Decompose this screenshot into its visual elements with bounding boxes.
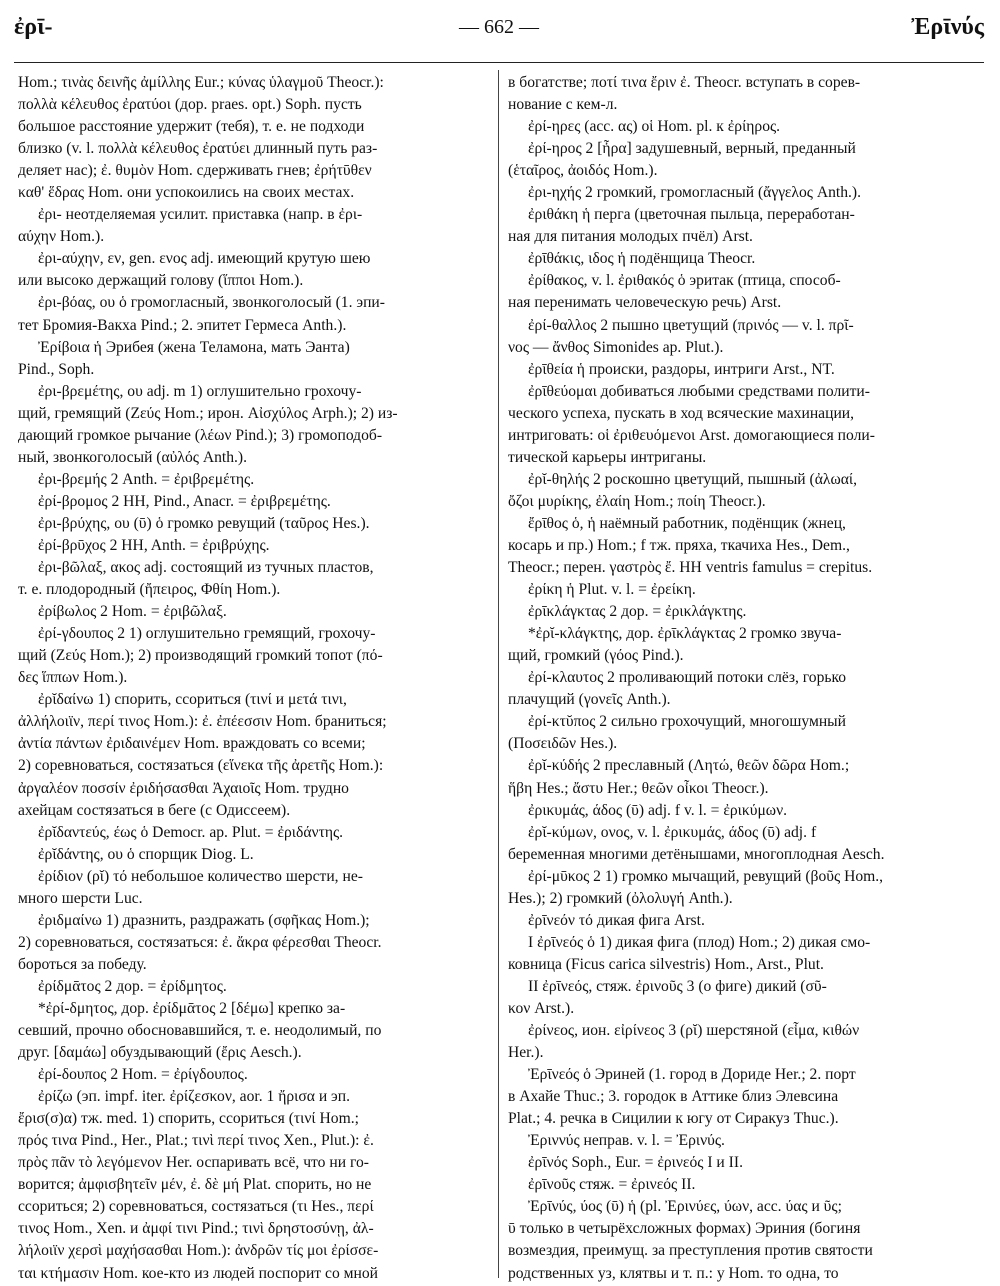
entry-line: ная для питания молодых пчёл) Arst. — [508, 228, 753, 246]
dictionary-entry — [508, 1130, 978, 1152]
entry-line: ἐρῑθάκις, ιδος ἡ подёнщица Theocr. — [528, 250, 756, 268]
dictionary-entry — [508, 1196, 978, 1284]
entry-line: Ἐρῑνύς, ύος (ῡ) ἡ (pl. Ἐρινύες, ύων, acc. ύας и ῦς; — [528, 1198, 842, 1216]
entry-line: ворится; ἀμφισβητεῖν μέν, ἐ. δὲ μή Plat. спорить, но не — [18, 1176, 372, 1194]
dictionary-entry — [508, 1174, 978, 1196]
header-rule — [14, 62, 984, 63]
dictionary-entry — [508, 116, 978, 138]
entry-line: ἐρίκη ἡ Plut. v. l. = ἐρείκη. — [528, 581, 696, 599]
dictionary-entry — [508, 579, 978, 601]
dictionary-entry — [18, 513, 488, 535]
dictionary-entry — [508, 623, 978, 667]
entry-line: тической карьеры интриганы. — [508, 448, 707, 466]
entry-line: *ἐρί-δμητος, дор. ἐρίδμᾱτος 2 [δέμω] крепко за- — [38, 999, 346, 1017]
dictionary-entry — [508, 910, 978, 932]
entry-line: ἐρῑνός Soph., Eur. = ἐρινεός I и II. — [528, 1154, 743, 1172]
entry-line: ἐρί-κλαυτος 2 проливающий потоки слёз, горько — [528, 669, 847, 687]
page-number: — 662 — — [459, 16, 539, 38]
dictionary-entry — [508, 248, 978, 270]
dictionary-entry — [18, 292, 488, 336]
entry-line: ческого успеха, пускать в ход всяческие махинации, — [508, 404, 855, 422]
dictionary-entry — [508, 182, 978, 204]
entry-line: ἐρί-ηρες (acc. ας) οἱ Hom. pl. к ἐρίηρος. — [528, 118, 781, 136]
entry-line: ἐρίνεος, ион. εἰρίνεος 3 (ρῐ) шерстяной (εἷμα, κιθών — [528, 1022, 860, 1040]
entry-line: ἔρισ(σ)α) тж. med. 1) спорить, ссориться (τινί Hom.; — [18, 1110, 359, 1128]
entry-line: Ἐριννύς неправ. v. l. = Ἐρινύς. — [528, 1132, 725, 1150]
dictionary-entry — [508, 866, 978, 910]
entry-line: ἔρῑθος ὁ, ἡ наёмный работник, подёнщик (жнец, — [528, 514, 846, 532]
entry-line: тет Бромия-Вакха Pind.; 2. эпитет Гермеса Anth.). — [18, 316, 347, 334]
dictionary-entry — [508, 270, 978, 314]
dictionary-entry — [508, 601, 978, 623]
entry-line: дающий громкое рычание (λέων Pind.); 3) громоподоб- — [18, 426, 383, 444]
entry-line: бороться за победу. — [18, 955, 147, 973]
dictionary-entry — [18, 204, 488, 248]
entry-line: ἐρι-βρύχης, ου (ῡ) ὁ громко ревущий (ταῦρος Hes.). — [38, 514, 370, 532]
entry-line: Ἐρῑνεός ὁ Эриней (1. город в Дориде Her.; 2. порт — [528, 1066, 856, 1084]
entry-line: ἐρι-αύχην, εν, gen. ενος adj. имеющий крутую шею — [38, 250, 371, 268]
entry-line: αύχην Hom.). — [18, 228, 105, 246]
entry-line: щий, гремящий (Ζεύς Hom.; ирон. Αἰσχύλος Arph.); 2) из- — [18, 404, 398, 422]
entry-line: севший, прочно обосновавшийся, т. е. неодолимый, по — [18, 1022, 382, 1040]
dictionary-entry — [18, 998, 488, 1064]
entry-line: ἐρι-ηχής 2 громкий, громогласный (ἄγγελος Anth.). — [528, 184, 862, 202]
dictionary-entry — [508, 1152, 978, 1174]
entry-line: (Ποσειδῶν Hes.). — [508, 735, 618, 753]
entry-line: ὄζοι μυρίκης, ἐλαίη Hom.; ποίη Theocr.). — [508, 492, 766, 510]
entry-line: в богатстве; ποτί τινα ἔριν ἐ. Theocr. вступать в сорев- — [508, 74, 861, 91]
entry-line: ἐρῐδάντης, ου ὁ спорщик Diog. L. — [38, 845, 254, 863]
entry-line: ἥβη Hes.; ἄστυ Her.; θεῶν οἶκοι Theocr.). — [508, 779, 769, 797]
entry-line: ἐρῑθεύομαι добиваться любыми средствами полити- — [528, 382, 870, 400]
entry-line: νος — ἄνθος Simonides ap. Plut.). — [508, 338, 724, 356]
entry-line: Plat.; 4. речка в Сицилии к югу от Сиракуз Thuc.). — [508, 1110, 839, 1128]
dictionary-entry — [508, 138, 978, 182]
entry-line: Theocr.; перен. γαστρὸς ἔ. HH ventris famulus = crepitus. — [508, 559, 873, 577]
entry-line: ἐρί-βρομος 2 HH, Pind., Anacr. = ἐριβρεμέτης. — [38, 492, 331, 510]
entry-line: т. е. плодородный (ἤπειρος, Φθίη Hom.). — [18, 581, 281, 599]
dictionary-entry — [18, 381, 488, 469]
dictionary-entry — [508, 381, 978, 469]
dictionary-entry — [18, 844, 488, 866]
dictionary-entry — [508, 72, 978, 116]
entry-line: 2) соревноваться, состязаться (εἵνεκα τῆς ἀρετῆς Hom.): — [18, 757, 384, 775]
dictionary-entry — [18, 689, 488, 821]
entry-line: интриговать: οἱ ἐριθευόμενοι Arst. домогающиеся поли- — [508, 426, 875, 444]
entry-line: II ἐρῑνεός, стяж. ἐρινοῦς 3 (о фиге) дикий (σῦ- — [528, 977, 827, 995]
entry-line: в Ахайе Thuc.; 3. городок в Аттике близ Элевсина — [508, 1088, 839, 1106]
entry-line: ἀλλήλοιϊν, περί τινος Hom.): ἐ. ἐπέεσσιν Hom. браниться; — [18, 713, 387, 731]
column-divider — [498, 70, 499, 1278]
entry-line: ἐρίδιον (ρῐ) τό небольшое количество шерсти, не- — [38, 867, 363, 885]
dictionary-entry — [18, 1086, 488, 1284]
dictionary-entry — [508, 755, 978, 799]
entry-line: ἐρί-μῡκος 2 1) громко мычащий, ревущий (βοῦς Hom., — [528, 867, 884, 885]
entry-line: πρός τινα Pind., Her., Plat.; τινὶ περί τινος Xen., Plut.): ἐ. — [18, 1132, 374, 1150]
dictionary-entry — [508, 667, 978, 711]
left-column — [18, 72, 488, 1285]
dictionary-entry — [18, 1064, 488, 1086]
entry-line: 2) соревноваться, состязаться: ἐ. ἄκρα φέρεσθαι Theocr. — [18, 933, 382, 951]
entry-line: πρὸς πᾶν τὸ λεγόμενον Her. оспаривать всё, что ни го- — [18, 1154, 369, 1172]
entry-line: близко (v. l. πολλὰ κέλευθος ἐρατύει длинный путь раз- — [18, 140, 378, 158]
entry-line: (ἑταῖρος, ἀοιδός Hom.). — [508, 162, 658, 180]
entry-line: ἐρῐ-κύμων, ονος, v. l. ἐρικυμάς, άδος (ῡ) adj. f — [528, 823, 817, 841]
entry-line: ἐριδμαίνω 1) дразнить, раздражать (σφῆκας Hom.); — [38, 911, 370, 929]
entry-line: Hom.; τινὰς δεινῆς ἀμίλλης Eur.; κύνας ὑλαγμοῦ Theocr.): — [18, 74, 384, 91]
entry-line: ται κτήμασιν Hom. кое-кто из людей поспорит со мной — [18, 1264, 378, 1282]
entry-line: ῡ только в четырёхсложных формах) Эриния (богиня — [508, 1220, 861, 1238]
dictionary-entry — [18, 557, 488, 601]
dictionary-entry — [508, 932, 978, 976]
entry-line: нование с кем-л. — [508, 96, 618, 114]
entry-line: ἀργαλέον ποσσίν ἐριδήσασθαι Ἀχαιοῖς Hom. трудно — [18, 779, 349, 797]
dictionary-entry — [18, 337, 488, 381]
entry-line: ἐρίζω (эп. impf. iter. ἐρίζεσκον, aor. 1 ἤρισα и эп. — [38, 1088, 350, 1106]
entry-line: ἐρί-ηρος 2 [ἦρα] задушевный, верный, преданный — [528, 140, 856, 158]
entry-line: καθ' ἕδρας Hom. они успокоились на своих местах. — [18, 184, 355, 202]
entry-line: ἐρι- неотделяемая усилит. приставка (напр. в ἐρι- — [38, 206, 363, 224]
entry-line: ἐρί-βρῡχος 2 HH, Anth. = ἐριβρύχης. — [38, 536, 270, 554]
entry-line: ἐρῐ-θηλής 2 роскошно цветущий, пышный (ἀλωαί, — [528, 470, 858, 488]
entry-line: косарь и пр.) Hom.; f тж. пряха, ткачиха Hes., Dem., — [508, 536, 850, 554]
entry-line: Pind., Soph. — [18, 360, 95, 378]
dictionary-entry — [18, 469, 488, 491]
header-right-guide-word: Ἐρῑνύς — [911, 14, 984, 40]
dictionary-entry — [508, 315, 978, 359]
entry-line: πολλὰ κέλευθος ἐρατύοι (дор. praes. opt.) Soph. пусть — [18, 96, 362, 114]
dictionary-entry — [508, 1020, 978, 1064]
entry-line: ἐρῑθεία ἡ происки, раздоры, интриги Arst., NT. — [528, 360, 835, 378]
entry-line: *ἐρῐ-κλάγκτης, дор. ἐρῑκλάγκτας 2 громко звуча- — [528, 625, 842, 643]
entry-line: ἐρίδμᾱτος 2 дор. = ἐρίδμητος. — [38, 977, 227, 995]
entry-line: ный, звонкоголосый (αὐλός Anth.). — [18, 448, 248, 466]
entry-line: ἐρῑνεόν τό дикая фига Arst. — [528, 911, 705, 929]
entry-line: беременная многими детёнышами, многоплодная Aesch. — [508, 845, 885, 863]
entry-line: щий, громкий (γόος Pind.). — [508, 647, 684, 665]
entry-line: или высоко держащий голову (ἵπποι Hom.). — [18, 272, 304, 290]
entry-line: I ἐρῑνεός ὁ 1) дикая фига (плод) Hom.; 2) дикая смо- — [528, 933, 871, 951]
entry-line: ἐρίβωλος 2 Hom. = ἐριβῶλαξ. — [38, 603, 227, 621]
entry-line: ἐρῐδαντεύς, έως ὁ Democr. ap. Plut. = ἐριδάντης. — [38, 823, 344, 841]
entry-line: ἀντία πάντων ἐριδαινέμεν Hom. враждовать со всеми; — [18, 735, 366, 753]
entry-line: много шерсти Luc. — [18, 889, 143, 907]
entry-line: ἐρι-βῶλαξ, ακος adj. состоящий из тучных пластов, — [38, 559, 374, 577]
entry-line: ἐρί-δουπος 2 Hom. = ἐρίγδουπος. — [38, 1066, 248, 1084]
dictionary-entry — [18, 491, 488, 513]
entry-line: ἐρῑκλάγκτας 2 дор. = ἐρικλάγκτης. — [528, 603, 747, 621]
dictionary-entry — [508, 469, 978, 513]
dictionary-entry — [18, 976, 488, 998]
dictionary-entry — [18, 822, 488, 844]
entry-line: ἐρί-κτῠπος 2 сильно грохочущий, многошумный — [528, 713, 846, 731]
entry-line: ἐρί-θαλλος 2 пышно цветущий (πρινός — v. l. πρῖ- — [528, 316, 854, 334]
entry-line: ахейцам состязаться в беге (с Одиссеем). — [18, 801, 291, 819]
entry-line: κον Arst.). — [508, 999, 575, 1017]
entry-line: δες ἵππων Hom.). — [18, 669, 128, 687]
entry-line: ἐρῐδαίνω 1) спорить, ссориться (τινί и μετά τινι, — [38, 691, 347, 709]
entry-line: Hes.); 2) громкий (ὀλολυγή Anth.). — [508, 889, 733, 907]
header-left-guide-word: ἐρῑ- — [14, 14, 53, 40]
dictionary-entry — [508, 711, 978, 755]
entry-line: ἐρι-βόας, ου ὁ громогласный, звонкоголосый (1. эпи- — [38, 294, 385, 312]
dictionary-entry — [508, 204, 978, 248]
entry-line: друг. [δαμάω] обуздывающий (ἔρις Aesch.). — [18, 1044, 302, 1062]
entry-line: ссориться; 2) соревноваться, состязаться (τι Hes., περί — [18, 1198, 374, 1216]
entry-line: возмездия, преимущ. за преступления против святости — [508, 1242, 873, 1260]
right-column — [508, 72, 978, 1285]
entry-line: ἐρι-βρεμής 2 Anth. = ἐριβρεμέτης. — [38, 470, 255, 488]
dictionary-entry — [508, 1064, 978, 1130]
page-header — [14, 14, 984, 48]
dictionary-entry — [18, 866, 488, 910]
entry-line: ἐρικυμάς, άδος (ῡ) adj. f v. l. = ἐρικύμων. — [528, 801, 788, 819]
entry-line: щий (Ζεύς Hom.); 2) производящий громкий топот (πό- — [18, 647, 383, 665]
entry-line: ковница (Ficus carica silvestris) Hom., Arst., Plut. — [508, 955, 824, 973]
entry-line: τινος Hom., Xen. и ἀμφί τινι Pind.; τινὶ δρηστοσύνῃ, ἀλ- — [18, 1220, 374, 1238]
entry-line: ἐρῑνοῦς стяж. = ἐρινεός II. — [528, 1176, 696, 1194]
dictionary-entry — [18, 601, 488, 623]
dictionary-entry — [508, 976, 978, 1020]
entry-line: ἐρί-γδουπος 2 1) оглушительно гремящий, грохочу- — [38, 625, 376, 643]
dictionary-entry — [508, 513, 978, 579]
entry-line: Ἐρίβοια ἡ Эрибея (жена Теламона, мать Эанта) — [38, 338, 350, 356]
entry-line: ἐρῐ-κύδής 2 преславный (Λητώ, θεῶν δῶρα Hom.; — [528, 757, 850, 775]
entry-line: λήλοιϊν χερσὶ μαχήσασθαι Hom.): ἀνδρῶν τίς μοι ἐρίσσε- — [18, 1242, 379, 1260]
dictionary-entry — [18, 535, 488, 557]
dictionary-entry — [18, 910, 488, 976]
entry-line: плачущий (γονεῖς Anth.). — [508, 691, 671, 709]
entry-line: ἐρι-βρεμέτης, ου adj. m 1) оглушительно грохочу- — [38, 382, 362, 400]
dictionary-entry — [18, 72, 488, 204]
dictionary-entry — [18, 248, 488, 292]
dictionary-entry — [508, 359, 978, 381]
entry-line: большое расстояние удержит (тебя), т. е. не подходи — [18, 118, 365, 136]
entry-line: ἐρίθακος, v. l. ἐριθακός ὁ эритак (птица, способ- — [528, 272, 841, 290]
dictionary-entry — [508, 822, 978, 866]
entry-line: Her.). — [508, 1044, 544, 1062]
dictionary-entry — [18, 623, 488, 689]
entry-line: ἐριθάκη ἡ перга (цветочная пыльца, переработан- — [528, 206, 855, 224]
entry-line: деляет нас); ἐ. θυμὸν Hom. сдерживать гнев; ἐρήτῡθεν — [18, 162, 372, 180]
entry-line: родственных уз, клятвы и т. п.: у Hom. то одна, то — [508, 1264, 839, 1282]
entry-line: ная перенимать человеческую речь) Arst. — [508, 294, 782, 312]
dictionary-entry — [508, 800, 978, 822]
